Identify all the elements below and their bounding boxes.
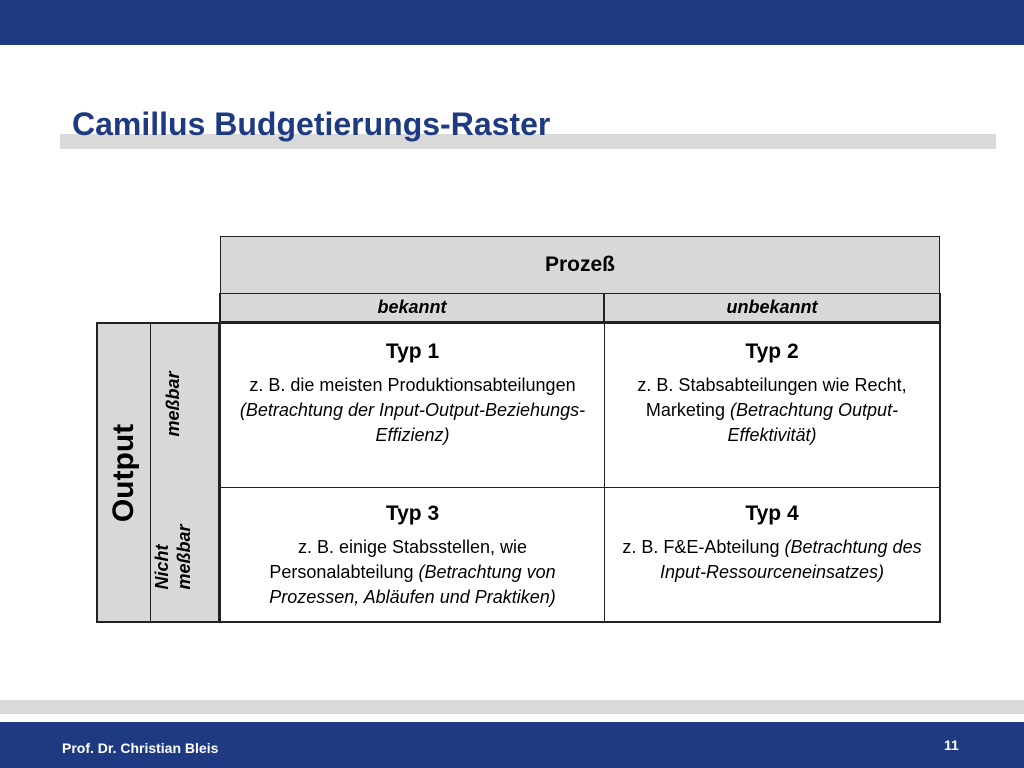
budget-matrix bbox=[219, 322, 941, 623]
cell-italic-note: (Betrachtung von Prozessen, Abläufen und Praktiken) bbox=[269, 562, 556, 607]
column-header-prozess bbox=[220, 236, 940, 293]
cell-example-text: z. B. Stabsabteilungen wie Recht, Marketing bbox=[637, 375, 907, 420]
footer-author: Prof. Dr. Christian Bleis bbox=[62, 740, 219, 756]
column-subheader-unbekannt bbox=[603, 293, 941, 323]
matrix-cell-typ-1 bbox=[221, 324, 605, 488]
column-subheader-bekannt bbox=[219, 293, 605, 323]
cell-italic-note: (Betrachtung des Input-Ressourceneinsatzes) bbox=[659, 537, 922, 582]
matrix-cell-typ-2 bbox=[605, 324, 939, 488]
column-header-label: Prozeß bbox=[544, 253, 615, 276]
row-subheader-column bbox=[150, 322, 220, 623]
cell-type-title: Typ 1 bbox=[385, 340, 440, 363]
row-label-messbar: meßbar bbox=[163, 371, 183, 437]
top-banner bbox=[0, 0, 1024, 45]
cell-type-title: Typ 2 bbox=[745, 340, 799, 363]
cell-type-title: Typ 3 bbox=[385, 502, 440, 525]
cell-italic-note: (Betrachtung Output-Effektivität) bbox=[727, 400, 899, 445]
matrix-cell-typ-4 bbox=[605, 488, 939, 621]
column-subheader-label: unbekannt bbox=[726, 297, 818, 317]
cell-description bbox=[221, 373, 604, 448]
cell-type-title: Typ 4 bbox=[745, 502, 799, 525]
cell-example-text: z. B. F&E-Abteilung bbox=[622, 537, 780, 557]
cell-description bbox=[221, 535, 604, 610]
slide-title: Camillus Budgetierungs-Raster bbox=[72, 106, 551, 142]
cell-example-text: z. B. einige Stabsstellen, wie Personalabteilung bbox=[269, 537, 528, 582]
cell-example-text: z. B. die meisten Produktionsabteilungen bbox=[249, 375, 576, 395]
page-number: 11 bbox=[944, 737, 959, 753]
column-subheader-label: bekannt bbox=[377, 297, 447, 317]
row-header-output bbox=[96, 322, 151, 623]
row-label-line: meßbar bbox=[174, 524, 194, 590]
row-label-nicht-messbar bbox=[151, 524, 195, 589]
footer-gray-band bbox=[0, 700, 1024, 714]
cell-description bbox=[605, 535, 939, 585]
matrix-cell-typ-3 bbox=[221, 488, 605, 621]
row-label-line: Nicht bbox=[152, 544, 172, 590]
cell-italic-note: (Betrachtung der Input-Output-Beziehungs-Effizienz) bbox=[239, 400, 586, 445]
cell-description bbox=[605, 373, 939, 448]
row-header-label: Output bbox=[107, 423, 140, 522]
